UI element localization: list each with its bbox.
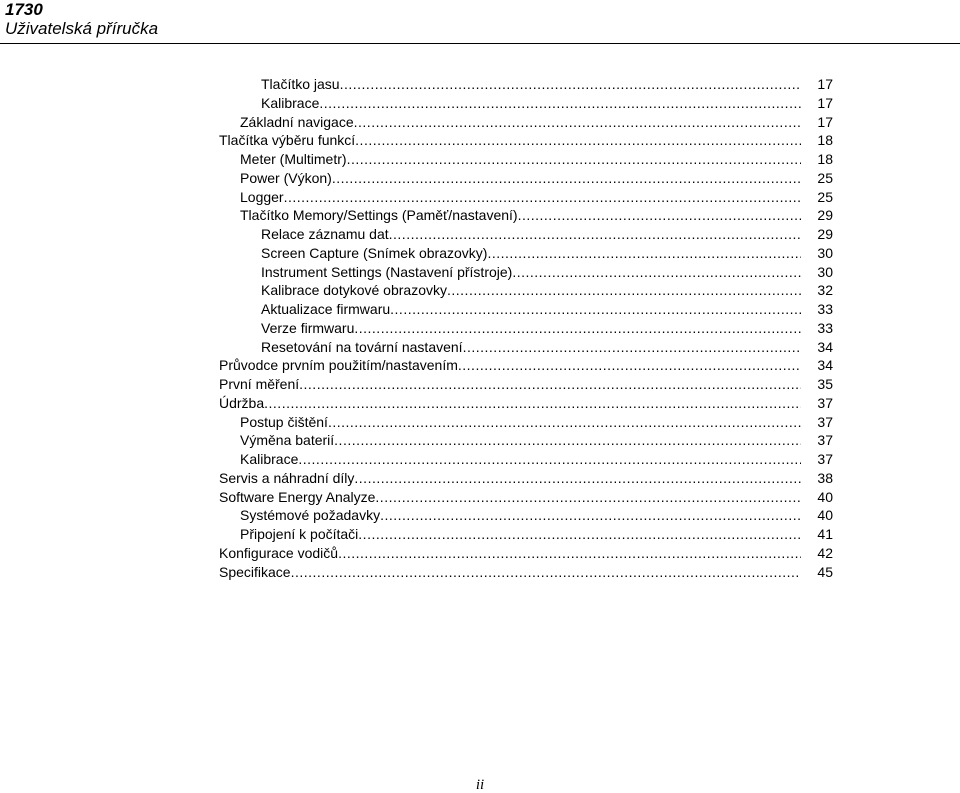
toc-entry[interactable] <box>219 469 833 488</box>
toc-dot-leader <box>319 94 801 112</box>
toc-entry-title: Tlačítko jasu <box>261 76 340 92</box>
toc-entry-line <box>219 469 801 487</box>
toc-entry-line <box>261 300 801 318</box>
toc-entry-page-number: 37 <box>817 432 833 449</box>
toc-entry-title: Výměna baterií <box>240 432 335 449</box>
toc-entry-title: Kalibrace <box>240 451 299 467</box>
toc-entry-title: Aktualizace firmwaru <box>261 301 391 317</box>
toc-dot-leader <box>298 450 801 468</box>
toc-entry-title: Meter (Multimetr) <box>240 151 347 167</box>
toc-entry-line <box>261 244 801 262</box>
toc-entry-page-number: 35 <box>817 376 833 392</box>
toc-entry[interactable] <box>219 150 833 169</box>
toc-entry-line <box>240 413 801 431</box>
toc-dot-leader <box>338 544 801 562</box>
toc-entry[interactable] <box>219 431 833 450</box>
toc-dot-leader <box>291 563 801 581</box>
toc-entry-line <box>219 131 801 149</box>
toc-entry-title: Resetování na tovární nastavení <box>261 338 463 355</box>
toc-entry-title: Software Energy Analyze <box>219 488 376 505</box>
toc-entry-page-number: 29 <box>817 207 833 224</box>
toc-dot-leader <box>354 319 801 337</box>
page-header <box>5 0 158 39</box>
toc-entry-page-number: 34 <box>817 338 833 355</box>
toc-entry-page-number: 42 <box>817 544 833 561</box>
toc-entry-page-number: 17 <box>817 113 833 130</box>
toc-entry-title: Tlačítko Memory/Settings (Paměť/nastavení) <box>240 207 518 224</box>
toc-dot-leader <box>347 150 801 168</box>
toc-dot-leader <box>463 338 801 356</box>
toc-entry[interactable] <box>219 356 833 375</box>
toc-entry-line <box>219 375 801 393</box>
toc-entry-title: Údržba <box>219 394 265 411</box>
toc-entry-line <box>240 431 801 449</box>
toc-entry-line <box>261 319 801 337</box>
toc-entry[interactable] <box>219 525 833 544</box>
toc-entry[interactable] <box>219 375 833 394</box>
toc-entry[interactable] <box>219 94 833 113</box>
toc-dot-leader <box>340 75 801 93</box>
toc-entry-title: Relace záznamu dat <box>261 226 389 242</box>
toc-entry-line <box>219 356 801 374</box>
toc-dot-leader <box>487 244 801 262</box>
toc-entry-title: Připojení k počítači <box>240 526 359 542</box>
toc-entry[interactable] <box>219 75 833 94</box>
toc-entry-page-number: 41 <box>817 526 833 542</box>
toc-entry[interactable] <box>219 300 833 319</box>
toc-dot-leader <box>375 488 801 506</box>
toc-entry-line <box>219 394 801 412</box>
toc-entry[interactable] <box>219 544 833 563</box>
toc-entry-title: Screen Capture (Snímek obrazovky) <box>261 244 488 261</box>
toc-entry[interactable] <box>219 319 833 338</box>
page-number: ii <box>475 777 485 793</box>
toc-entry-page-number: 45 <box>817 563 833 580</box>
toc-dot-leader <box>264 394 801 412</box>
toc-dot-leader <box>299 375 801 393</box>
toc-dot-leader <box>334 431 801 449</box>
toc-entry-line <box>240 150 801 168</box>
toc-entry-title: Systémové požadavky <box>240 507 381 524</box>
toc-entry-title: Konfigurace vodičů <box>219 544 339 561</box>
toc-entry[interactable] <box>219 244 833 263</box>
toc-entry-page-number: 18 <box>817 132 833 149</box>
table-of-contents <box>219 75 833 581</box>
toc-entry[interactable] <box>219 113 833 132</box>
toc-dot-leader <box>354 469 801 487</box>
toc-entry[interactable] <box>219 131 833 150</box>
toc-entry-title: Tlačítka výběru funkcí <box>219 132 356 149</box>
toc-entry[interactable] <box>219 263 833 282</box>
toc-entry-page-number: 33 <box>817 319 833 336</box>
toc-entry-page-number: 33 <box>817 301 833 317</box>
toc-entry-line <box>261 263 801 281</box>
toc-entry-page-number: 29 <box>817 226 833 242</box>
toc-entry[interactable] <box>219 225 833 244</box>
toc-entry-line <box>261 225 801 243</box>
toc-entry-title: Servis a náhradní díly <box>219 469 355 486</box>
toc-entry-page-number: 30 <box>817 263 833 280</box>
toc-dot-leader <box>358 525 801 543</box>
toc-entry-line <box>240 525 801 543</box>
toc-entry-page-number: 17 <box>817 76 833 92</box>
toc-dot-leader <box>380 506 801 524</box>
toc-dot-leader <box>354 113 801 131</box>
toc-entry-title: Kalibrace dotykové obrazovky <box>261 282 447 299</box>
toc-entry-page-number: 17 <box>817 94 833 111</box>
toc-entry[interactable] <box>219 488 833 507</box>
toc-entry-line <box>240 169 801 187</box>
toc-dot-leader <box>332 169 801 187</box>
toc-entry-title: Průvodce prvním použitím/nastavením <box>219 357 458 374</box>
toc-entry-page-number: 30 <box>817 244 833 261</box>
toc-dot-leader <box>284 188 801 206</box>
toc-entry[interactable] <box>219 450 833 469</box>
toc-entry-page-number: 18 <box>817 151 833 167</box>
toc-dot-leader <box>518 206 801 224</box>
toc-entry[interactable] <box>219 188 833 207</box>
toc-entry-title: Specifikace <box>219 563 291 580</box>
toc-entry[interactable] <box>219 413 833 432</box>
toc-entry[interactable] <box>219 563 833 582</box>
toc-dot-leader <box>512 263 801 281</box>
toc-entry-line <box>219 488 801 506</box>
toc-dot-leader <box>390 300 801 318</box>
toc-entry-title: Instrument Settings (Nastavení přístroje) <box>261 263 513 280</box>
header-divider <box>0 43 960 44</box>
document-title: Uživatelská příručka <box>5 19 159 38</box>
toc-entry-line <box>261 281 801 299</box>
toc-entry-title: Základní navigace <box>240 113 354 130</box>
toc-entry-page-number: 40 <box>817 507 833 524</box>
toc-entry-title: Kalibrace <box>261 94 320 111</box>
toc-dot-leader <box>355 131 801 149</box>
toc-entry-page-number: 25 <box>817 169 833 186</box>
toc-dot-leader <box>458 356 801 374</box>
toc-entry-title: Logger <box>240 188 284 205</box>
toc-entry-line <box>219 544 801 562</box>
toc-entry-line <box>261 94 801 112</box>
toc-entry-title: Power (Výkon) <box>240 169 332 186</box>
toc-entry-page-number: 32 <box>817 282 833 299</box>
toc-entry-page-number: 37 <box>817 413 833 430</box>
toc-entry-page-number: 37 <box>817 451 833 467</box>
toc-entry-line <box>261 75 801 93</box>
toc-entry-line <box>240 206 801 224</box>
toc-entry-line <box>240 506 801 524</box>
toc-entry[interactable] <box>219 338 833 357</box>
toc-entry-line <box>219 563 801 581</box>
toc-entry-line <box>240 450 801 468</box>
toc-entry[interactable] <box>219 206 833 225</box>
toc-dot-leader <box>328 413 801 431</box>
toc-entry-title: Verze firmwaru <box>261 319 355 336</box>
toc-entry[interactable] <box>219 506 833 525</box>
toc-entry-line <box>261 338 801 356</box>
toc-entry-line <box>240 113 801 131</box>
toc-entry-page-number: 37 <box>817 394 833 411</box>
toc-entry-title: Postup čištění <box>240 413 328 430</box>
document-number: 1730 <box>5 0 43 19</box>
toc-dot-leader <box>447 281 801 299</box>
toc-entry-page-number: 38 <box>817 469 833 486</box>
toc-entry-page-number: 40 <box>817 488 833 505</box>
toc-entry-page-number: 25 <box>817 188 833 205</box>
toc-entry[interactable] <box>219 281 833 300</box>
toc-dot-leader <box>389 225 801 243</box>
toc-entry[interactable] <box>219 169 833 188</box>
toc-entry-line <box>240 188 801 206</box>
toc-entry-title: První měření <box>219 376 300 392</box>
toc-entry[interactable] <box>219 394 833 413</box>
toc-entry-page-number: 34 <box>817 357 833 374</box>
